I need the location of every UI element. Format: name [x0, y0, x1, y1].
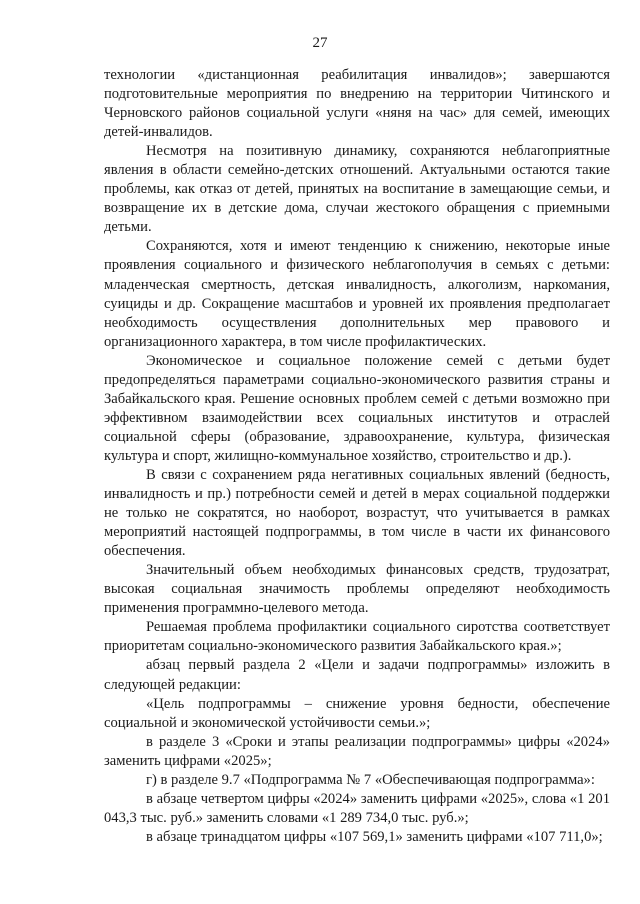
paragraph-8: абзац первый раздела 2 «Цели и задачи подпрограммы» изложить в следующей редакции: [104, 657, 610, 693]
paragraph-5: В связи с сохранением ряда негативных социальных явлений (бедность, инвалидность и пр.) потребности семей и детей в мерах социальной поддержки не только не сократятся, но наоборот, возрастут, что учитывается в рамках мероприятий настоящей подпрограммы, в том числе в части их финансового обеспечения. [104, 466, 610, 560]
paragraph-6: Значительный объем необходимых финансовых средств, трудозатрат, высокая социальная значимость проблемы определяют необходимость применения программно-целевого метода. [104, 562, 610, 617]
paragraph-11: г) в разделе 9.7 «Подпрограмма № 7 «Обеспечивающая подпрограмма»: [146, 771, 595, 788]
paragraph-1: технологии «дистанционная реабилитация инвалидов»; завершаются подготовительные мероприятия по внедрению на территории Читинского и Черновского районов социальной услуги «няня на час» для семей, имеющих детей-инвалидов. [104, 67, 610, 141]
paragraph-13: в абзаце тринадцатом цифры «107 569,1» заменить цифрами «107 711,0»; [146, 828, 603, 845]
paragraph-4: Экономическое и социальное положение семей с детьми будет предопределяться параметрами социально-экономического развития страны и Забайкальского края. Решение основных проблем семей с детьми возможно при эффективном взаимодействии всех социальных институтов и отраслей социальной сферы (образование, здравоохранение, культура, физическая культура и спорт, жилищно-коммунальное хозяйство, строительство и др.). [104, 352, 610, 464]
document-body [104, 66, 610, 847]
page-number: 27 [312, 35, 328, 51]
paragraph-7: Решаемая проблема профилактики социального сиротства соответствует приоритетам социально-экономического развития Забайкальского края.»; [104, 619, 610, 655]
paragraph-2: Несмотря на позитивную динамику, сохраняются неблагоприятные явления в области семейно-детских отношений. Актуальными остаются такие проблемы, как отказ от детей, принятых на воспитание в замещающие семьи, и возвращение их в детские дома, случаи жестокого обращения с приемными детьми. [104, 143, 610, 236]
paragraph-12: в абзаце четвертом цифры «2024» заменить цифрами «2025», слова «1 201 043,3 тыс. руб.» заменить словами «1 289 734,0 тыс. руб.»; [104, 790, 610, 826]
paragraph-10: в разделе 3 «Сроки и этапы реализации подпрограммы» цифры «2024» заменить цифрами «2025»; [104, 733, 610, 769]
paragraph-9: «Цель подпрограммы – снижение уровня бедности, обеспечение социальной и экономической устойчивости семьи.»; [104, 695, 610, 731]
paragraph-3: Сохраняются, хотя и имеют тенденцию к снижению, некоторые иные проявления социального и физического неблагополучия в семьях с детьми: младенческая смертность, детская инвалидность, алкоголизм, наркомания, суициды и др. Сокращение масштабов и уровней их проявления предполагает необходимость осуществления дополнительных мер правового и организационного характера, в том числе профилактических. [104, 238, 610, 350]
